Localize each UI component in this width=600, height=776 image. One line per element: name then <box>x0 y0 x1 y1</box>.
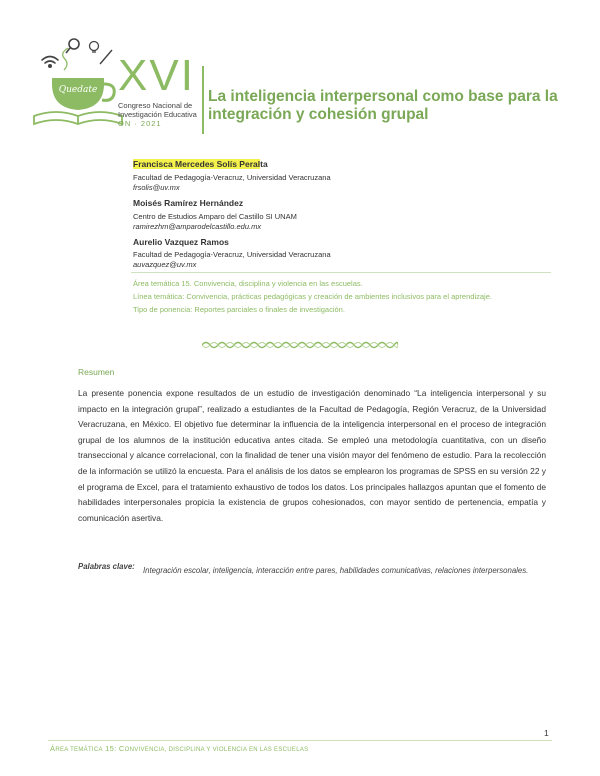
congress-line-1: Congreso Nacional de <box>118 101 193 110</box>
paper-type: Tipo de ponencia: Reportes parciales o finales de investigación. <box>133 305 345 314</box>
svg-text:Quedate: Quedate <box>58 85 98 95</box>
author-email-2[interactable]: ramirezhm@amparodelcastillo.edu.mx <box>133 222 262 231</box>
pencil-icon <box>100 50 112 64</box>
congress-line-2: Investigación Educativa <box>118 110 197 119</box>
keywords-label: Palabras clave: <box>78 562 135 571</box>
author-email-1[interactable]: frsolis@uv.mx <box>133 183 180 192</box>
author-affiliation-1: Facultad de Pedagogía-Veracruz, Universidad Veracruzana <box>133 173 331 182</box>
congress-line-3: ON · 2021 <box>118 119 162 128</box>
footer-running-title <box>50 744 308 753</box>
author-affiliation-2: Centro de Estudios Amparo del Castillo SI UNAM <box>133 212 297 221</box>
author-name-2: Moisés Ramírez Hernández <box>133 198 244 208</box>
footer-topic: ONVIVENCIA, DISCIPLINA Y VIOLENCIA EN LAS ESCUELAS <box>124 747 309 753</box>
page-number: 1 <box>544 728 549 738</box>
author-name-tail: ta <box>260 159 268 169</box>
ornament-divider <box>202 340 398 350</box>
edition-number: XVI <box>118 51 195 100</box>
paper-title: La inteligencia interpersonal como base para la integración y cohesión grupal <box>208 88 558 123</box>
abstract-body: La presente ponencia expone resultados de un estudio de investigación denominado “La inteligencia interpersonal y su impacto en la integración grupal”, realizado a estudiantes de la Facultad de Pedagogía, Región Veracruz, de la Universidad Veracruzana, en México. El objetivo fue determinar la influencia de la inteligencia interpersonal en el proceso de integración grupal de los alumnos de la institución educativa antes citada. Se empleó una metodología cuantitativa, con un diseño transeccional y alcance correlacional, con la finalidad de tener una visión mayor del fenómeno de estudio. Para la recolección de la información se utilizó la encuesta. Para el análisis de los datos se emplearon los programas de SPSS en su versión 22 y el programa de Excel, para el tratamiento exhaustivo de todos los datos. Los principales hallazgos apuntan que el fomento de habilidades interpersonales propicia la existencia de grupos cohesionados, con mayor sentido de pertenencia, empatía y comunicación asertiva. <box>78 388 546 523</box>
author-name-1 <box>133 159 268 170</box>
footer-area-number: 15: <box>102 744 119 753</box>
wifi-icon <box>42 57 58 68</box>
author-affiliation-3: Facultad de Pedagogía-Veracruz, Universidad Veracruzana <box>133 250 331 259</box>
magnifier-icon <box>66 39 79 53</box>
lightbulb-icon <box>90 42 99 53</box>
cup-icon <box>52 78 114 110</box>
meta-divider <box>131 272 551 273</box>
book-icon <box>34 112 122 124</box>
keywords-text: Integración escolar, inteligencia, interacción entre pares, habilidades comunicativas, relaciones interpersonales. <box>143 566 529 575</box>
author-name-highlight: Francisca Mercedes Solís Peral <box>133 159 261 169</box>
author-email-3[interactable]: auvazquez@uv.mx <box>133 260 197 269</box>
author-name-3: Aurelio Vazquez Ramos <box>133 237 229 247</box>
thematic-line: Línea temática: Convivencia, prácticas pedagógicas y creación de ambientes inclusivos para el aprendizaje. <box>133 292 492 301</box>
footer-initial-c: C <box>118 744 125 753</box>
footer-area-word: REA TEMÁTICA <box>55 747 103 753</box>
header-divider <box>202 66 204 134</box>
abstract-heading: Resumen <box>78 367 115 377</box>
thematic-area: Área temática 15. Convivencia, disciplina y violencia en las escuelas. <box>133 279 363 288</box>
footer-initial-a: Á <box>50 744 56 753</box>
footer-divider <box>48 740 552 741</box>
